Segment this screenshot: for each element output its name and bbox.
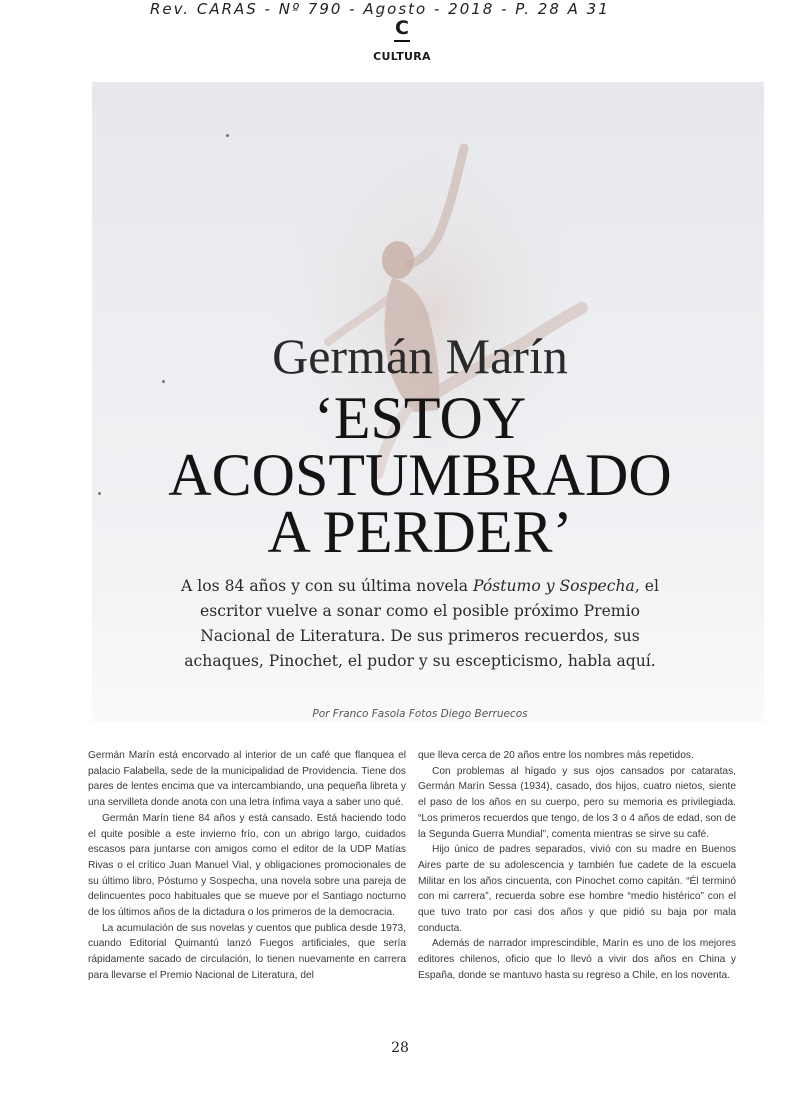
dek-text-end: , el escritor vuelve a sonar como el posible próximo Premio Nacional de Literatura. De sus primeros recuerdos, sus achaques, Pinochet, el pudor y su escepticismo, habla aquí. bbox=[184, 577, 659, 670]
body-column-left bbox=[88, 748, 406, 984]
handwritten-source-note: Rev. CARAS - Nº 790 - Agosto - 2018 - P. 28 A 31 bbox=[150, 0, 610, 18]
byline-credit: Por Franco Fasola Fotos Diego Berruecos bbox=[312, 708, 528, 720]
body-paragraph: Germán Marín está encorvado al interior de un café que flanquea el palacio Falabella, sede de la municipalidad de Providencia. Tiene dos pares de lentes encima que va intercambiando, una pequeña libreta y una servilleta donde anota con una letra ínfima vaya a saber uno qué. bbox=[88, 750, 406, 809]
section-underline bbox=[394, 40, 410, 42]
scan-speck bbox=[98, 492, 101, 495]
body-column-right bbox=[418, 748, 736, 984]
section-letter: C bbox=[395, 17, 409, 39]
dek-book-title: Póstumo y Sospecha bbox=[473, 577, 635, 595]
headline bbox=[90, 385, 750, 565]
body-paragraph: Con problemas al hígado y sus ojos cansados por cataratas, Germán Marín Sessa (1934), casado, dos hijos, cuatro nietos, siente el paso de los años en su cuerpo, pero su memoria es privilegiada. “Los primeros recuerdos que tengo, de los 3 o 4 años de edad, son de la Segunda Guerra Mundial”, comenta mientras se sirve su café. bbox=[418, 765, 736, 840]
body-paragraph: que lleva cerca de 20 años entre los nombres más repetidos. bbox=[418, 750, 694, 761]
body-paragraph: Germán Marín tiene 84 años y está cansado. Está haciendo todo el quite posible a este invierno frío, con un abrigo largo, cuidados escasos para juntarse con amigos como el editor de la UDP Matías Rivas o el crítico Juan Manuel Vial, y obligaciones promocionales de su último libro, Póstumo y Sospecha, una novela sobre una pareja de delincuentes poco habituales que se mueve por el Santiago nocturno de los últimos años de la dictadura o los primeros de la democracia. bbox=[88, 812, 406, 919]
headline-line-3: A PERDER’ bbox=[267, 499, 573, 565]
body-paragraph: Hijo único de padres separados, vivió con su madre en Buenos Aires parte de su adolescencia y también fue cadete de la escuela Militar en los años cincuenta, con Pinochet como capitán. “Él terminó con mi carrera”, recuerda sobre ese hombre “medio histérico” con el que tuvo trato por casi dos años y que pidió su baja por mala conducta. bbox=[418, 844, 736, 934]
interviewee-name: Germán Marín bbox=[272, 328, 568, 384]
section-name: CULTURA bbox=[373, 50, 431, 63]
headline-line-1: ‘ESTOY bbox=[313, 385, 527, 451]
body-paragraph: La acumulación de sus novelas y cuentos que publica desde 1973, cuando Editorial Quimantú lanzó Fuegos artificiales, que sería rápidamente sacado de circulación, lo tienen nuevamente en carrera para llevarse el Premio Nacional de Literatura, del bbox=[88, 922, 406, 981]
scan-speck bbox=[162, 380, 165, 383]
headline-line-2: ACOSTUMBRADO bbox=[168, 442, 672, 508]
scan-speck bbox=[226, 134, 229, 137]
dek bbox=[180, 574, 660, 674]
dek-text-start: A los 84 años y con su última novela bbox=[181, 577, 473, 595]
page-number: 28 bbox=[391, 1040, 409, 1056]
body-paragraph: Además de narrador imprescindible, Marín es uno de los mejores editores chilenos, oficio que lo llevó a vivir dos años en China y España, donde se mantuvo hasta su regreso a Chile, en los noventa. bbox=[418, 938, 736, 981]
